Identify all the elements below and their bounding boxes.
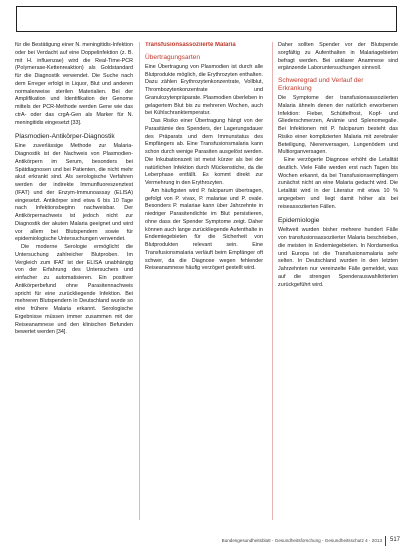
paragraph: Das Risiko einer Übertragung hängt von der Parasitämie des Spenders, der Lagerungsdauer des Präparats und dem Immunstatus des Empfängers ab. Eine Transfusionsmalaria kann schon durch wenige Parasiten ausgelöst werden. Die Inkubationszeit ist meist kürzer als bei der natürlichen Infektion durch Mückenstiche, da die Leberphase entfällt. Es kommt direkt zur Vermehrung in den Erythrozyten. (145, 118, 263, 186)
column-2 (145, 42, 263, 273)
header-box (16, 6, 397, 32)
footer-divider (385, 536, 386, 546)
paragraph: Eine Übertragung von Plasmodien ist durch alle Blutprodukte möglich, die Erythrozyten enthalten. Dazu zählen Erythrozytenkonzentrate, Vollblut, Thrombozytenkonzentrate und Granulozytenpräparate. Plasmodien überleben in gelagertem Blut bis zu mehreren Wochen, auch bei Kühlschranktemperatur. (145, 63, 263, 117)
page-footer (200, 536, 400, 547)
column-rule (272, 42, 273, 520)
subsection-heading: Schweregrad und Verlauf der Erkrankung (278, 77, 364, 92)
column-rule (139, 42, 140, 520)
section-kicker: Transfusionsassoziierte Malaria (145, 42, 236, 48)
paragraph: Die Symptome der transfusionsassoziierten Malaria ähneln denen der natürlich erworbenen Infektion: Fieber, Schüttelfrost, Kopf- und Gliederschmerzen, Anämie und Splenomegalie. Bei Infektionen mit P. falciparum besteht das Risiko einer komplizierten Malaria mit zerebraler Beteiligung, Nierenversagen, Lungenödem und Multiorganversagen. (278, 95, 398, 156)
column-1 (15, 42, 133, 337)
paragraph: Weltweit wurden bisher mehrere hundert Fälle von transfusionsassoziierter Malaria beschrieben, die meisten in Endemiegebieten. In Nordamerika und Europa ist die Transfusionsmalaria sehr selten. In Deutschland wurden in den letzten Jahrzehnten nur vereinzelte Fälle gemeldet, was auf die strengen Spenderauswahlkriterien zurückgeführt wird. (278, 227, 398, 288)
paragraph: Eine verzögerte Diagnose erhöht die Letalität deutlich. Viele Fälle werden erst nach Tagen bis Wochen erkannt, da bei Transfusionsempfängern zunächst nicht an eine Malaria gedacht wird. Die Letalität wird in der Literatur mit etwa 10 % angegeben und liegt damit höher als bei reiseassoziierten Fällen. (278, 157, 398, 210)
section-heading: Epidemiologie (278, 217, 320, 225)
paragraph: für die Bestätigung einer N. meningitidis-Infektion oder bei Verdacht auf eine Doppelinfektion (z. B. mit H. influenzae) wird die Real-Time-PCR (Polymerase-Kettenreaktion) als Goldstandard für die Diagnostik verwendet. Die Suche nach dem Erreger erfolgt in Liquor, Blut und anderen normalerweise sterilen Materialien. Bei der Amplifikation und Identifikation der Genome mittels der PCR-Methode werden Gene wie das ctrA- oder das crgA-Gen als Marker für N. meningitidis eingesetzt [33]. (15, 42, 133, 126)
section-heading: Plasmodien-Antikörper-Diagnostik (15, 133, 115, 141)
paragraph: Daher sollten Spender vor der Blutspende sorgfältig zu Aufenthalten in Malariagebieten befragt werden. Bei unklarer Anamnese sind ergänzende Laboruntersuchungen sinnvoll. (278, 42, 398, 72)
paragraph: Eine zuverlässige Methode zur Malaria-Diagnostik ist der Nachweis von Plasmodien-Antikörpern im Serum, besonders bei Spätdiagnosen und bei Patienten, die nicht mehr akut erkrankt sind. Als serologische Verfahren werden der indirekte Immunfluoreszenztest (IFAT) und der Enzym-Immunoassay (ELISA) eingesetzt. Antikörper sind etwa 6 bis 10 Tage nach Infektionsbeginn nachweisbar. Der Antikörpernachweis ist jedoch nicht zur Diagnostik der akuten Malaria geeignet und wird vor allem bei Blutspendern sowie für epidemiologische Untersuchungen verwendet. (15, 143, 133, 243)
subsection-heading: Übertragungsarten (145, 53, 200, 61)
paragraph: Am häufigsten wird P. falciparum übertragen, gefolgt von P. vivax, P. malariae und P. ovale. Besonders P. malariae kann über Jahrzehnte in niedriger Parasitendichte im Blut persistieren, ohne dass der Spender Symptome zeigt. Daher können auch lange zurückliegende Aufenthalte in Endemiegebieten für die Sicherheit von Blutprodukten relevant sein. Eine Transfusionsmalaria verläuft beim Empfänger oft schwer, da die Diagnose wegen fehlender Reiseanamnese häufig verzögert gestellt wird. (145, 187, 263, 272)
journal-citation: Bundesgesundheitsblatt - Gesundheitsforschung - Gesundheitsschutz 4 · 2013 (221, 538, 382, 543)
paragraph: Die moderne Serologie ermöglicht die Untersuchung zahlreicher Blutproben. Im Vergleich zum IFAT ist der ELISA unabhängig von der Erfahrung des Untersuchers und einfacher zu automatisieren. Ein positiver Antikörperbefund ohne Parasitennachweis spricht für eine zurückliegende Infektion. Bei mehreren Blutspendern in Deutschland wurde so eine frühere Malaria erkannt. Serologische Ergebnisse müssen immer zusammen mit der Reiseanamnese und den klinischen Befunden bewertet werden [34]. (15, 244, 133, 336)
column-3 (278, 42, 398, 289)
page-number: 517 (389, 537, 400, 543)
